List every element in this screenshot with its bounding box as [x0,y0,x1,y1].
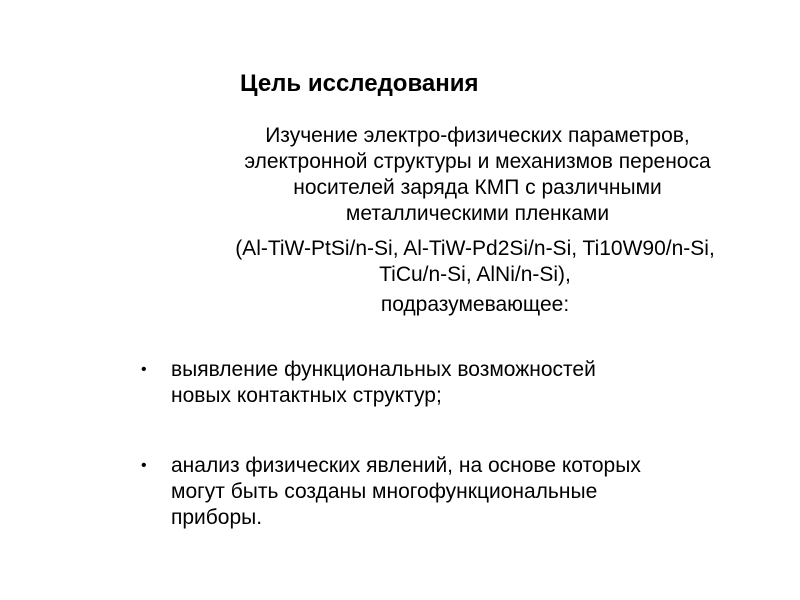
materials-list: (Al-TiW-PtSi/n-Si, Al-TiW-Pd2Si/n-Si, Ti10W90/n-Si, TiCu/n-Si, AlNi/n-Si), [235,237,715,286]
bullet-text: анализ физических явлений, на основе которых могут быть созданы многофункциональные приборы. [171,454,641,529]
bullet-marker-icon: • [141,457,147,474]
bullet-text: выявление функциональных возможностей новых контактных структур; [171,358,596,407]
intro-paragraph: Изучение электро-физических параметров, электронной структуры и механизмов переноса носителей заряда КМП с различными металлическими пленками [244,124,711,225]
implying-text: подразумевающее: [380,293,570,316]
bullet-marker-icon: • [141,361,147,378]
slide-title: Цель исследования [240,70,479,97]
